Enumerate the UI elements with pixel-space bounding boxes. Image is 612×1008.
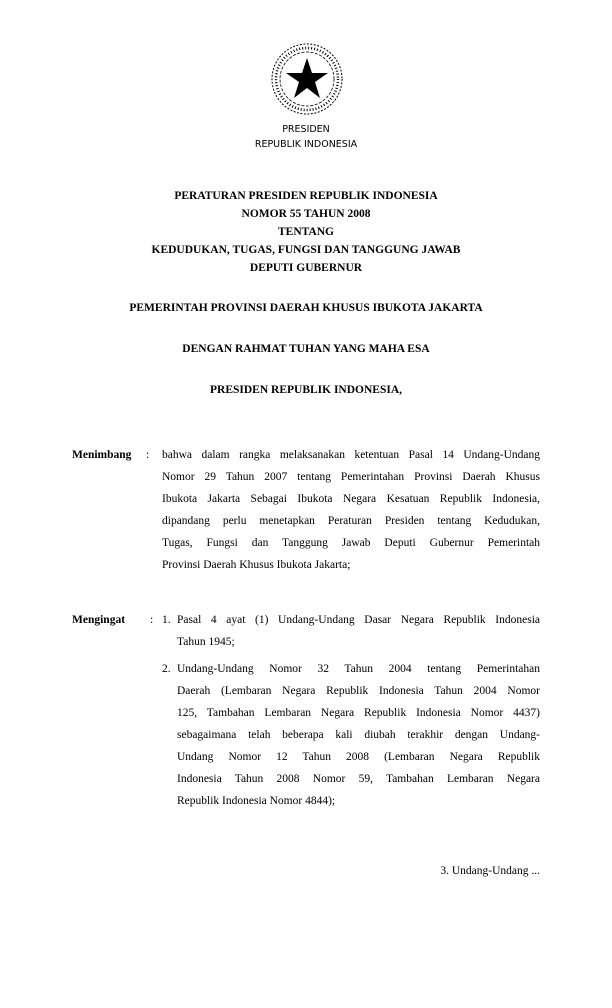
list-item-number: 1. <box>162 614 171 626</box>
list-item-number: 2. <box>162 663 171 675</box>
paragraph-line: 125, Tambahan Lembaran Negara Republik Indonesia Nomor 4437) <box>177 707 540 719</box>
paragraph-line: Tugas, Fungsi dan Tanggung Jawab Deputi Gubernur Pemerintah <box>162 537 540 549</box>
paragraph-line: bahwa dalam rangka melaksanakan ketentuan Pasal 14 Undang-Undang <box>162 449 540 461</box>
paragraph-line: Tahun 1945; <box>177 636 235 648</box>
paragraph-line: Undang-Undang Nomor 32 Tahun 2004 tentang Pemerintahan <box>177 663 540 675</box>
seal-line-1: PRESIDEN <box>282 124 330 135</box>
menimbang-colon: : <box>146 449 150 461</box>
title-line: KEDUDUKAN, TUGAS, FUNGSI DAN TANGGUNG JAWAB <box>151 244 461 256</box>
continuation-note: 3. Undang-Undang ... <box>440 865 540 877</box>
preamble: DENGAN RAHMAT TUHAN YANG MAHA ESA <box>182 343 430 355</box>
paragraph-line: dipandang perlu menetapkan Peraturan Presiden tentang Kedudukan, <box>162 515 540 527</box>
title-line: PERATURAN PRESIDEN REPUBLIK INDONESIA <box>174 190 438 202</box>
paragraph-line: Daerah (Lembaran Negara Republik Indonesia Tahun 2004 Nomor <box>177 685 540 697</box>
mengingat-colon: : <box>150 614 154 626</box>
garuda-star-emblem-icon <box>268 40 346 118</box>
paragraph-line: Pasal 4 ayat (1) Undang-Undang Dasar Negara Republik Indonesia <box>177 614 540 626</box>
paragraph-line: Ibukota Jakarta Sebagai Ibukota Negara Kesatuan Republik Indonesia, <box>162 493 540 505</box>
president-heading: PRESIDEN REPUBLIK INDONESIA, <box>209 384 403 396</box>
title-line: PEMERINTAH PROVINSI DAERAH KHUSUS IBUKOTA JAKARTA <box>129 302 483 314</box>
seal-line-2: REPUBLIK INDONESIA <box>254 139 358 150</box>
paragraph-line: sebagaimana telah beberapa kali diubah terakhir dengan Undang- <box>177 729 540 741</box>
paragraph-line: Republik Indonesia Nomor 4844); <box>177 795 336 807</box>
paragraph-line: Nomor 29 Tahun 2007 tentang Pemerintahan Provinsi Daerah Khusus <box>162 471 540 483</box>
title-line: TENTANG <box>277 226 335 238</box>
title-line: NOMOR 55 TAHUN 2008 <box>241 208 371 220</box>
paragraph-line: Provinsi Daerah Khusus Ibukota Jakarta; <box>162 559 351 571</box>
paragraph-line: Indonesia Tahun 2008 Nomor 59, Tambahan Lembaran Negara <box>177 773 540 785</box>
menimbang-label: Menimbang <box>72 449 132 461</box>
paragraph-line: Undang Nomor 12 Tahun 2008 (Lembaran Negara Republik <box>177 751 540 763</box>
mengingat-label: Mengingat <box>72 614 126 626</box>
title-line: DEPUTI GUBERNUR <box>249 262 363 274</box>
